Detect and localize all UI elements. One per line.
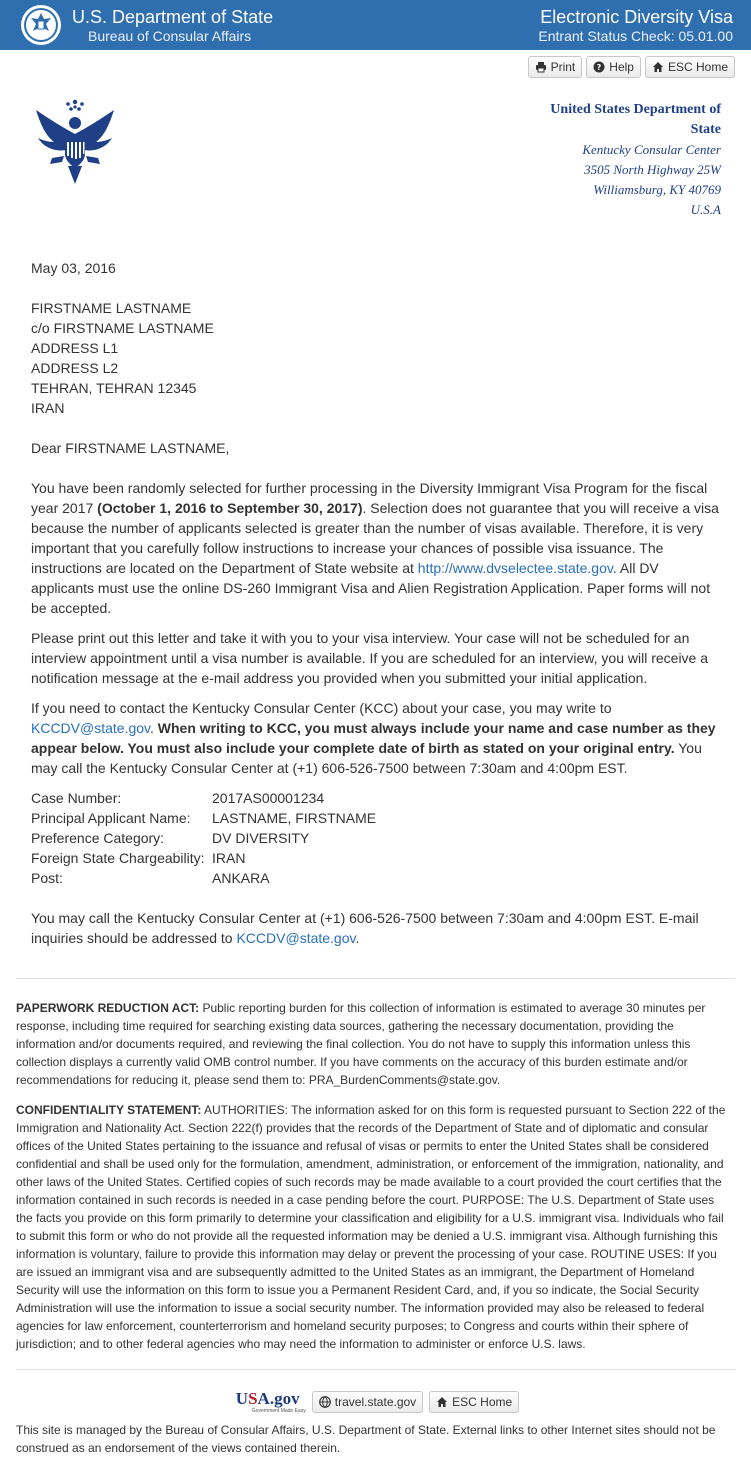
letterhead-org-line1: United States Department of (550, 102, 721, 117)
bureau-subtitle: Bureau of Consular Affairs (88, 28, 252, 44)
dvselectee-link[interactable]: http://www.dvselectee.state.gov (417, 560, 613, 576)
legal-section (16, 999, 734, 1365)
case-label: Case Number: (31, 790, 122, 806)
divider (16, 978, 735, 979)
top-header-bar (0, 0, 751, 50)
table-row (31, 788, 721, 808)
letter-date: May 03, 2016 (31, 260, 116, 276)
divider (16, 1369, 735, 1370)
case-label: Preference Category: (31, 830, 165, 846)
eagle-seal-icon (30, 96, 120, 188)
letter-body (31, 258, 721, 958)
letterhead-address-line: Williamsburg, KY 40769 (593, 182, 721, 197)
letterhead-address-line: 3505 North Highway 25W (584, 162, 721, 177)
paragraph-selection (31, 478, 721, 618)
salutation: Dear FIRSTNAME LASTNAME, (31, 440, 230, 456)
case-label: Principal Applicant Name: (31, 810, 191, 826)
usagov-logo[interactable] (232, 1389, 306, 1415)
paragraph-text: You may call the Kentucky Consular Center at (+1) 606-526-7500 between 7:30am and 4:00pm EST. E-mail inquiries should be addressed to (31, 910, 699, 946)
footer-note: This site is managed by the Bureau of Consular Affairs, U.S. Department of State. External links to other Internet sites should not be construed as an endorsement of the views contained therein. (16, 1423, 716, 1455)
case-value: ANKARA (212, 870, 270, 886)
print-button[interactable] (528, 56, 583, 78)
home-icon (652, 61, 664, 73)
esc-home-button-label: ESC Home (667, 60, 728, 74)
kccdv-email-link[interactable]: KCCDV@state.gov (236, 930, 356, 946)
toolbar (528, 56, 735, 78)
esc-home-button[interactable] (645, 56, 735, 78)
help-button-label: Help (609, 60, 634, 74)
usagov-tagline: Government Made Easy (251, 1408, 306, 1414)
paragraph-text: . All DV applicants must use the online DS-260 Immigrant Visa and Alien Registration Application. Paper forms will not be accepted. (31, 560, 711, 616)
case-info-table (31, 788, 721, 888)
paragraph-text: You may call the Kentucky Consular Center at (+1) 606-526-7500 between 7:30am and 4:00pm EST. (31, 740, 702, 776)
case-label: Post: (31, 870, 63, 886)
addressee-line: IRAN (31, 400, 65, 416)
confidentiality-statement (16, 1101, 734, 1353)
paragraph-text: . (355, 930, 360, 946)
case-label: Foreign State Chargeability: (31, 850, 205, 866)
app-title: Electronic Diversity Visa (540, 7, 733, 27)
pra-title: PAPERWORK REDUCTION ACT: (16, 1001, 200, 1015)
table-row (31, 848, 721, 868)
help-button[interactable] (586, 56, 641, 78)
letterhead-address-line: U.S.A (690, 202, 721, 217)
addressee-line: c/o FIRSTNAME LASTNAME (31, 320, 214, 336)
table-row (31, 828, 721, 848)
table-row (31, 808, 721, 828)
addressee-line: FIRSTNAME LASTNAME (31, 300, 192, 316)
travel-state-gov-button[interactable] (312, 1391, 423, 1413)
department-title: U.S. Department of State (72, 7, 274, 27)
case-value: LASTNAME, FIRSTNAME (212, 810, 377, 826)
table-row (31, 868, 721, 888)
state-department-seal-icon (20, 4, 62, 46)
paragraph-interview: Please print out this letter and take it with you to your visa interview. Your case will not be scheduled for an interview appointment until a visa number is available. If you are scheduled for an interview, you will receive a notification message at the e-mail address you provided when you submitted your initial application. (31, 630, 709, 686)
contact-instructions-bold: When writing to KCC, you must always include your name and case number as they appear below. You must also include your complete date of birth as stated on your original entry. (31, 720, 716, 756)
confidentiality-title: CONFIDENTIALITY STATEMENT: (16, 1103, 202, 1117)
case-value: 2017AS00001234 (212, 790, 325, 806)
question-circle-icon (593, 61, 605, 73)
letterhead-address-line: Kentucky Consular Center (582, 142, 721, 157)
paragraph-text: If you need to contact the Kentucky Consular Center (KCC) about your case, you may write to (31, 700, 612, 716)
globe-icon (319, 1396, 331, 1408)
confidentiality-text: AUTHORITIES: The information asked for on this form is requested pursuant to Section 222 of the Immigration and Nationality Act. Section 222(f) provides that the records of the Department of State and of diplomatic and consular offices of the United States pertaining to the issuance and refusal of visas or permits to enter the United States shall be considered confidential and shall be used only for the formulation, amendment, administration, or enforcement of the immigration, nationality, and other laws of the United States. Certified copies of such records may be made available to a court provided the court certifies that the information contained in such records is needed in a case pending before the court. PURPOSE: The U.S. Department of State uses the facts you provide on this form primarily to determine your classification and eligibility for a U.S. immigrant visa. Individuals who fail to submit this form or who do not provide all the requested information may be denied a U.S. immigrant visa. Although furnishing this information is voluntary, failure to provide this information may delay or prevent the processing of your case. ROUTINE USES: If you are issued an immigrant visa and are subsequently admitted to the United States as an immigrant, the Department of Homeland Security will use the information on this form to issue you a Permanent Resident Card, and, if you so indicate, the Social Security Administration will use the information to issue a social security number. The information provided may also be released to federal agencies for law enforcement, counterterrorism and homeland security purposes; to Congress and courts within their sphere of jurisdiction; and to other federal agencies who may need the information to administer or enforce U.S. laws. (16, 1103, 726, 1351)
case-value: IRAN (212, 850, 246, 866)
print-button-label: Print (550, 60, 576, 74)
addressee-line: TEHRAN, TEHRAN 12345 (31, 380, 197, 396)
paragraph-contact (31, 698, 721, 778)
travel-state-gov-label: travel.state.gov (334, 1395, 417, 1409)
paragraph-call (31, 908, 721, 948)
kccdv-email-link[interactable]: KCCDV@state.gov (31, 720, 150, 736)
usagov-logo-text: USA.gov (235, 1389, 300, 1408)
footer-links (0, 1389, 751, 1415)
paragraph-text: . Selection does not guarantee that you will receive a visa because the number of applicants selected is greater than the number of visas available. Therefore, it is very important that you carefully follow instructions to increase your chances of possible visa issuance. The instructions are located on the Department of State website at (31, 500, 719, 576)
fiscal-year-dates: (October 1, 2016 to September 30, 2017) (97, 500, 363, 516)
footer-esc-home-label: ESC Home (452, 1395, 513, 1409)
home-icon (436, 1396, 448, 1408)
letterhead-address (501, 100, 721, 220)
svg-text:?: ? (596, 63, 602, 72)
footer-esc-home-button[interactable] (429, 1391, 519, 1413)
case-value: DV DIVERSITY (212, 830, 310, 846)
app-subtitle: Entrant Status Check: 05.01.00 (538, 28, 733, 44)
addressee-line: ADDRESS L2 (31, 360, 119, 376)
paperwork-reduction-act (16, 999, 734, 1089)
printer-icon (535, 61, 547, 73)
addressee-line: ADDRESS L1 (31, 340, 119, 356)
paragraph-text: You have been randomly selected for further processing in the Diversity Immigrant Visa Program for the fiscal year 2017 (31, 480, 708, 516)
pra-text: Public reporting burden for this collection of information is estimated to average 30 minutes per response, including time required for searching existing data sources, gathering the necessary documentation, providing the information and/or documents required, and reviewing the final collection. You do not have to supply this information unless this collection displays a currently valid OMB control number. If you have comments on the accuracy of this burden estimate and/or recommendations for reducing it, please send them to: PRA_BurdenComments@state.gov. (16, 1001, 706, 1087)
letterhead-org-line2: State (690, 122, 721, 137)
paragraph-text: . (150, 720, 158, 736)
addressee-block (31, 298, 721, 418)
